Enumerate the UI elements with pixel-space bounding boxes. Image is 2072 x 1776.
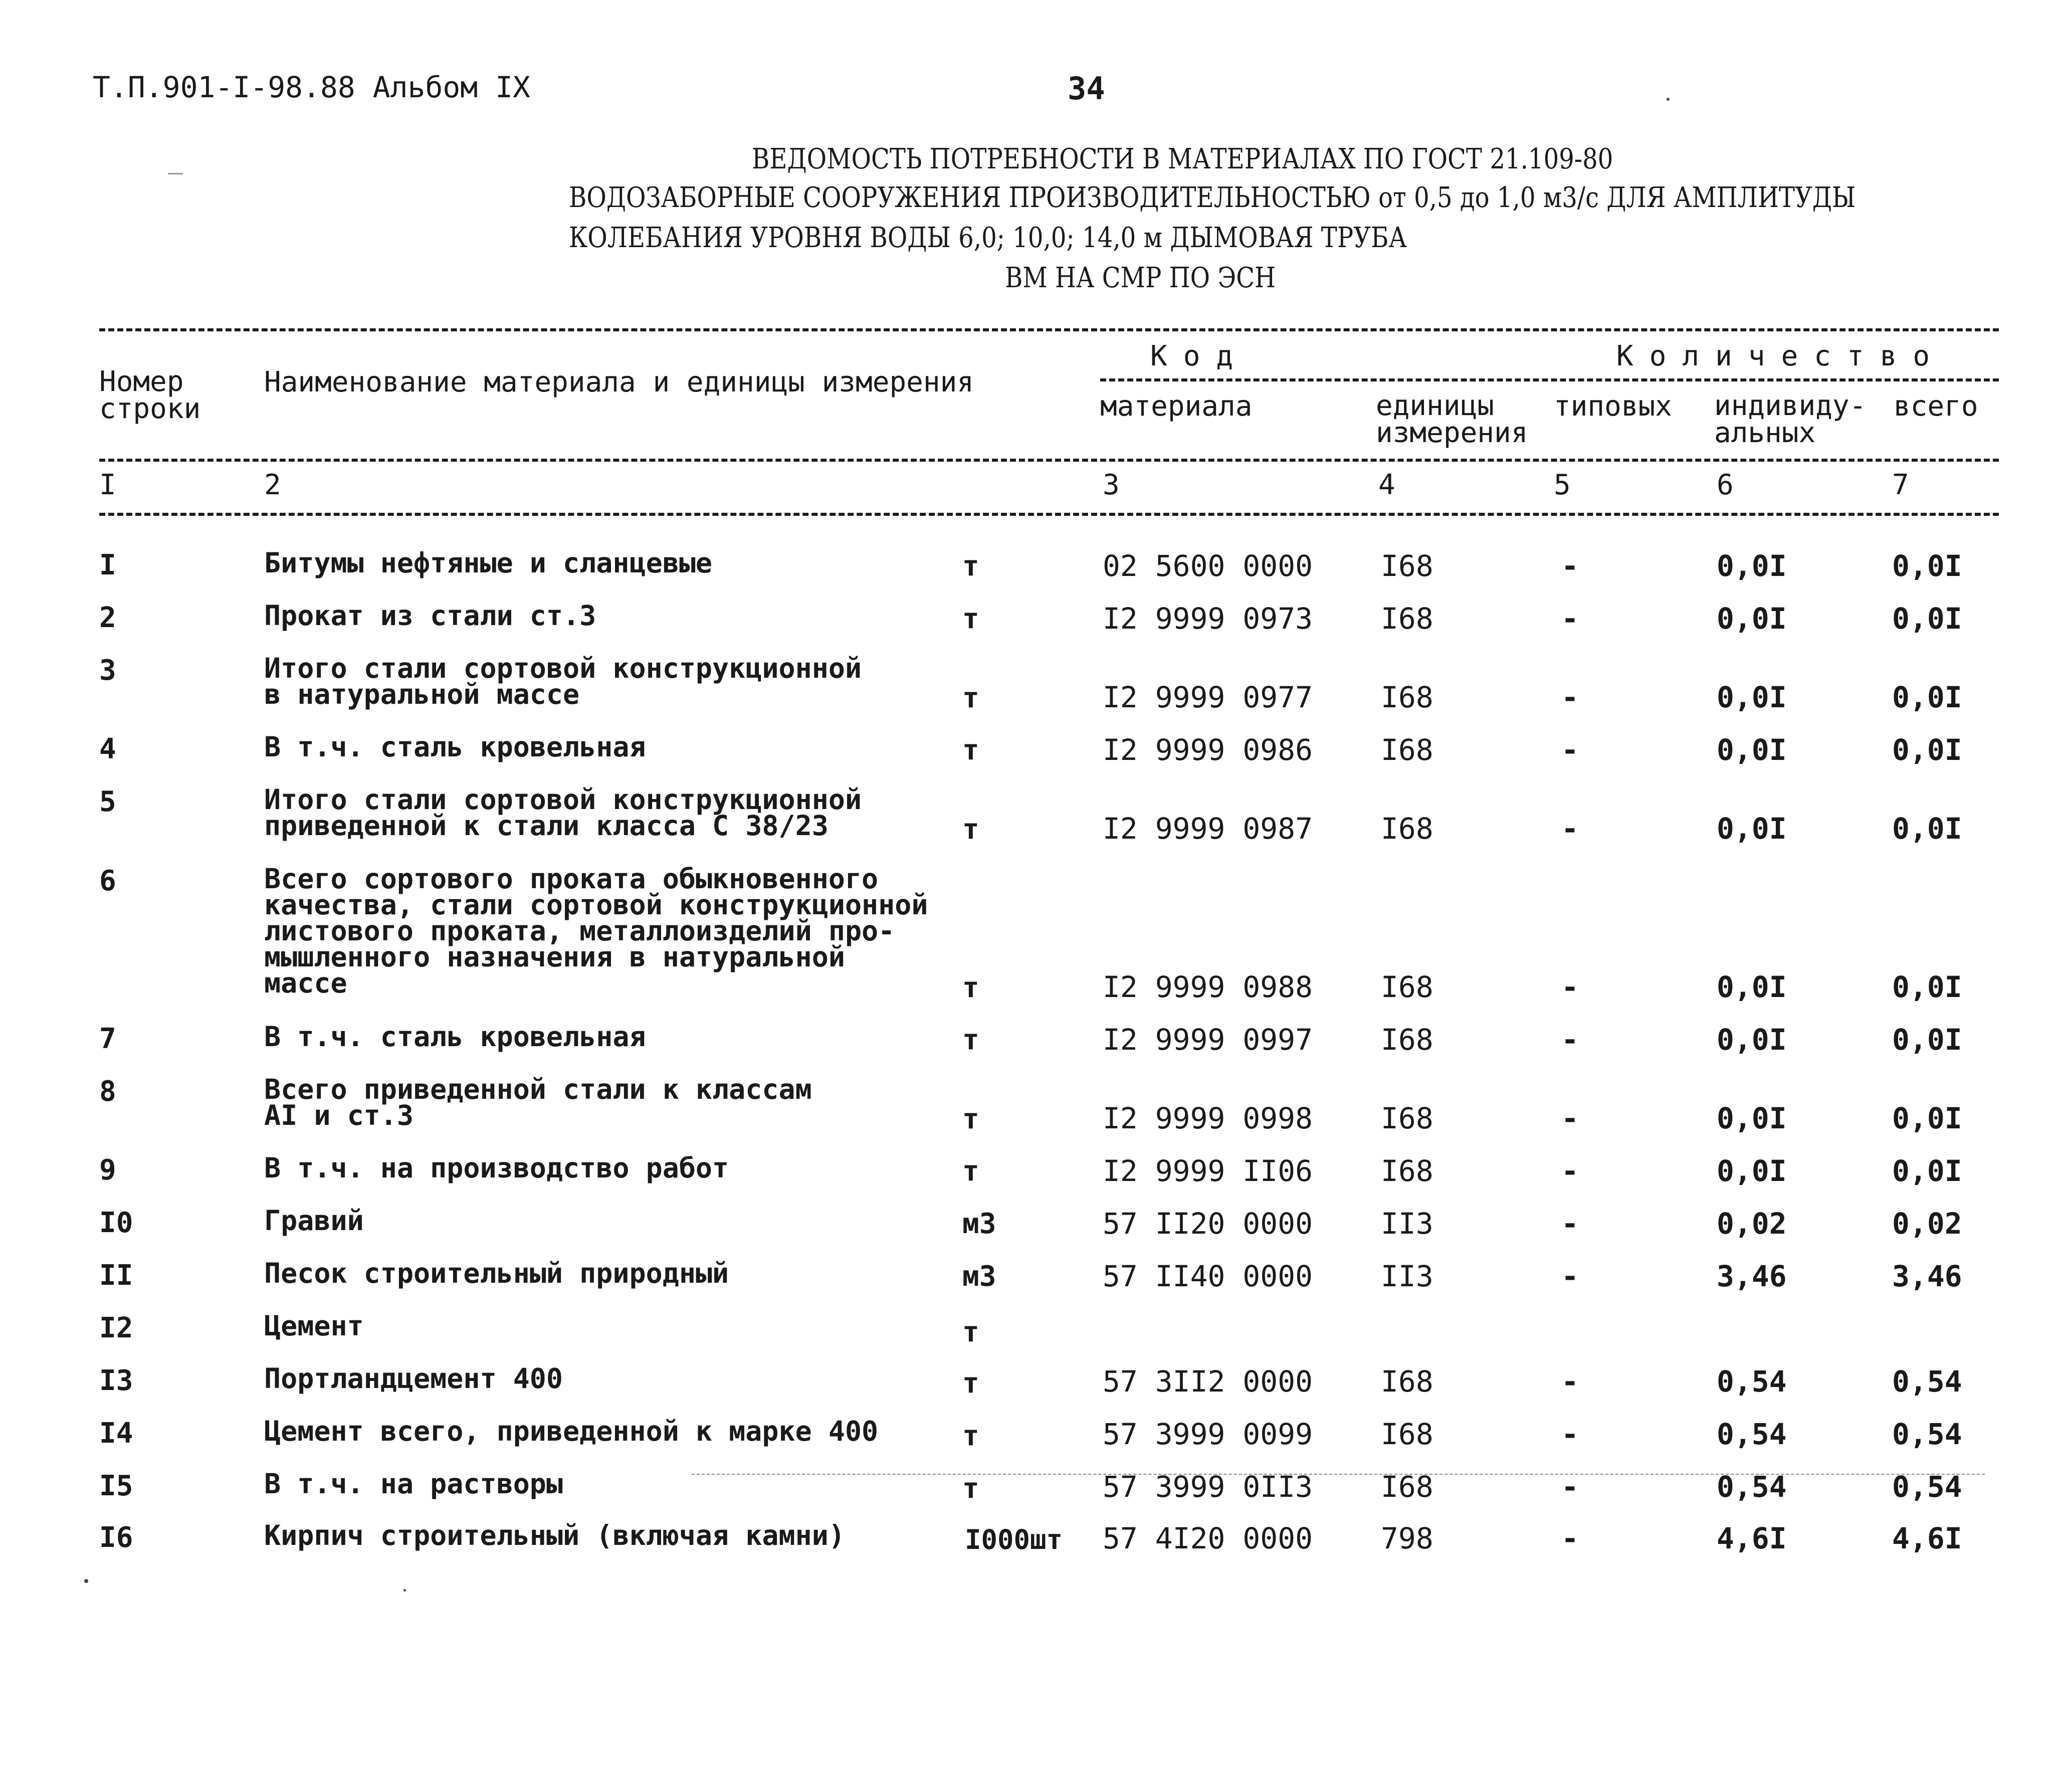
individual-quantity: 0,0I xyxy=(1717,1154,1787,1188)
total-quantity: 0,0I xyxy=(1892,1023,1962,1057)
material-code: 57 3999 0II3 xyxy=(1103,1470,1313,1504)
table-top-rule xyxy=(99,328,1999,331)
unit: т xyxy=(962,971,979,1004)
scan-speck xyxy=(1667,98,1670,101)
material-name: Итого стали сортовой конструкционной в натуральной массе xyxy=(264,652,862,710)
unit: т xyxy=(962,550,979,582)
unit: т xyxy=(962,1024,979,1056)
typical-quantity: - xyxy=(1561,812,1579,846)
title-line-3: КОЛЕБАНИЯ УРОВНЯ ВОДЫ 6,0; 10,0; 14,0 м ДЫМОВАЯ ТРУБА xyxy=(569,222,1407,254)
total-quantity: 0,0I xyxy=(1892,602,1962,636)
unit: т xyxy=(962,1367,979,1400)
material-name: В т.ч. на растворы xyxy=(264,1468,563,1500)
title-line-2: ВОДОЗАБОРНЫЕ СООРУЖЕНИЯ ПРОИЗВОДИТЕЛЬНОСТЬЮ от 0,5 до 1,0 м3/с ДЛЯ АМПЛИТУДЫ xyxy=(569,181,1856,214)
title-line-4: ВМ НА СМР ПО ЭСН xyxy=(1005,262,1276,294)
scan-speck xyxy=(84,1579,88,1583)
column-numbers-bottom-rule xyxy=(99,513,1999,516)
header-code-material: материала xyxy=(1100,390,1253,423)
unit: т xyxy=(962,603,979,635)
material-code: 57 II20 0000 xyxy=(1103,1207,1313,1241)
material-name: Итого стали сортовой конструкционной приведенной к стали класса С 38/23 xyxy=(264,783,862,842)
code-quantity-divider-rule xyxy=(1100,378,1999,381)
material-name: Всего приведенной стали к классам AI и ст.3 xyxy=(264,1073,812,1131)
individual-quantity: 0,54 xyxy=(1717,1417,1787,1451)
unit-code: I68 xyxy=(1381,549,1433,583)
row-number: 5 xyxy=(99,785,116,818)
total-quantity: 0,0I xyxy=(1892,970,1962,1004)
unit-code: I68 xyxy=(1381,1417,1433,1451)
unit-code: I68 xyxy=(1381,1364,1433,1399)
material-code: I2 9999 0987 xyxy=(1103,812,1313,846)
typical-quantity: - xyxy=(1561,1470,1579,1504)
typical-quantity: - xyxy=(1561,1101,1579,1135)
unit-code: I68 xyxy=(1381,812,1433,846)
material-name: В т.ч. сталь кровельная xyxy=(264,731,646,763)
material-name: Битумы нефтяные и сланцевые xyxy=(264,547,713,579)
scan-speck xyxy=(403,1589,406,1592)
unit: т xyxy=(962,1472,979,1505)
total-quantity: 4,6I xyxy=(1892,1521,1962,1555)
material-code: I2 9999 II06 xyxy=(1103,1154,1313,1188)
material-code: I2 9999 0973 xyxy=(1103,602,1313,636)
typical-quantity: - xyxy=(1561,549,1579,583)
row-number: 8 xyxy=(99,1075,116,1108)
unit-code: I68 xyxy=(1381,602,1433,636)
individual-quantity: 0,0I xyxy=(1717,970,1787,1004)
material-code: I2 9999 0977 xyxy=(1103,680,1313,714)
total-quantity: 3,46 xyxy=(1892,1259,1962,1293)
material-name: В т.ч. сталь кровельная xyxy=(264,1021,646,1053)
typical-quantity: - xyxy=(1561,1364,1579,1399)
typical-quantity: - xyxy=(1561,970,1579,1004)
material-name: Прокат из стали ст.3 xyxy=(264,600,596,632)
typical-quantity: - xyxy=(1561,1154,1579,1188)
unit: т xyxy=(962,1155,979,1188)
row-number: I3 xyxy=(99,1364,133,1397)
row-number: I4 xyxy=(99,1417,133,1450)
row-number: I xyxy=(99,549,116,581)
unit: м3 xyxy=(962,1208,996,1240)
total-quantity: 0,54 xyxy=(1892,1470,1962,1504)
header-qty-typical: типовых xyxy=(1554,390,1673,423)
unit: м3 xyxy=(962,1260,996,1293)
unit: т xyxy=(962,1103,979,1135)
row-number: 4 xyxy=(99,733,116,765)
unit: I000шт xyxy=(965,1524,1063,1555)
material-code: 57 4I20 0000 xyxy=(1103,1521,1313,1555)
total-quantity: 0,0I xyxy=(1892,680,1962,714)
material-code: I2 9999 0998 xyxy=(1103,1101,1313,1135)
material-code: 02 5600 0000 xyxy=(1103,549,1313,583)
typical-quantity: - xyxy=(1561,680,1579,714)
column-number: I xyxy=(99,469,116,501)
material-code: I2 9999 0986 xyxy=(1103,733,1313,767)
row-number: I6 xyxy=(99,1521,133,1554)
header-qty-individual: индивиду- альных xyxy=(1714,389,1867,449)
header-code-unit: единицы измерения xyxy=(1376,389,1528,449)
column-number: 6 xyxy=(1717,469,1734,501)
unit-code: I68 xyxy=(1381,970,1433,1004)
row-number: I5 xyxy=(99,1470,133,1502)
column-number: 4 xyxy=(1378,469,1395,501)
typical-quantity: - xyxy=(1561,1521,1579,1555)
unit-code: 798 xyxy=(1381,1521,1433,1555)
column-number: 5 xyxy=(1554,469,1571,501)
unit: т xyxy=(962,813,979,846)
material-code: I2 9999 0997 xyxy=(1103,1023,1313,1057)
material-name: Кирпич строительный (включая камни) xyxy=(264,1519,845,1551)
column-number: 3 xyxy=(1103,469,1120,501)
row-number: I0 xyxy=(99,1207,133,1239)
material-code: 57 3II2 0000 xyxy=(1103,1364,1313,1399)
individual-quantity: 0,0I xyxy=(1717,549,1787,583)
total-quantity: 0,0I xyxy=(1892,733,1962,767)
scan-speck xyxy=(168,173,183,174)
total-quantity: 0,54 xyxy=(1892,1364,1962,1399)
unit-code: I68 xyxy=(1381,1154,1433,1188)
row-number: 3 xyxy=(99,654,116,687)
total-quantity: 0,54 xyxy=(1892,1417,1962,1451)
individual-quantity: 0,54 xyxy=(1717,1470,1787,1504)
typical-quantity: - xyxy=(1561,1417,1579,1451)
individual-quantity: 0,02 xyxy=(1717,1207,1787,1241)
header-qty-total: всего xyxy=(1894,390,1978,423)
unit-code: I68 xyxy=(1381,1470,1433,1504)
document-reference: Т.П.901-I-98.88 Альбом IX xyxy=(93,70,530,104)
header-material-name: Наименование материала и единицы измерения xyxy=(264,366,974,399)
unit-code: II3 xyxy=(1381,1207,1433,1241)
unit: т xyxy=(962,682,979,714)
typical-quantity: - xyxy=(1561,1259,1579,1293)
title-line-1: ВЕДОМОСТЬ ПОТРЕБНОСТИ В МАТЕРИАЛАХ ПО ГОСТ 21.109-80 xyxy=(752,143,1613,175)
unit: т xyxy=(962,734,979,766)
unit-code: I68 xyxy=(1381,1101,1433,1135)
material-code: 57 3999 0099 xyxy=(1103,1417,1313,1451)
individual-quantity: 0,0I xyxy=(1717,680,1787,714)
individual-quantity: 0,0I xyxy=(1717,733,1787,767)
material-name: Песок строительный природный xyxy=(264,1257,729,1289)
individual-quantity: 0,0I xyxy=(1717,812,1787,846)
individual-quantity: 0,0I xyxy=(1717,1023,1787,1057)
unit-code: II3 xyxy=(1381,1259,1433,1293)
unit: т xyxy=(962,1316,979,1348)
row-number: 9 xyxy=(99,1154,116,1187)
unit-code: I68 xyxy=(1381,680,1433,714)
material-name: В т.ч. на производство работ xyxy=(264,1152,729,1184)
row-number: 2 xyxy=(99,602,116,634)
row-number: 6 xyxy=(99,865,116,897)
total-quantity: 0,0I xyxy=(1892,1154,1962,1188)
typical-quantity: - xyxy=(1561,733,1579,767)
material-name: Всего сортового проката обыкновенного качества, стали сортовой конструкционной листового проката, металлоизделий про- мышленного назначения в натуральной массе xyxy=(264,863,928,999)
unit-code: I68 xyxy=(1381,1023,1433,1057)
header-code-group: Код xyxy=(1150,340,1250,372)
scan-artifact-line xyxy=(692,1474,1985,1475)
individual-quantity: 0,54 xyxy=(1717,1364,1787,1399)
typical-quantity: - xyxy=(1561,1023,1579,1057)
unit: т xyxy=(962,1420,979,1452)
individual-quantity: 0,0I xyxy=(1717,1101,1787,1135)
row-number: II xyxy=(99,1259,133,1292)
header-row-number: Номер строки xyxy=(99,365,201,425)
column-number: 7 xyxy=(1892,469,1909,501)
total-quantity: 0,0I xyxy=(1892,812,1962,846)
row-number: 7 xyxy=(99,1023,116,1055)
individual-quantity: 3,46 xyxy=(1717,1259,1787,1293)
header-bottom-rule xyxy=(99,459,1999,462)
total-quantity: 0,0I xyxy=(1892,549,1962,583)
material-name: Портландцемент 400 xyxy=(264,1362,563,1395)
typical-quantity: - xyxy=(1561,1207,1579,1241)
header-quantity-group: Количество xyxy=(1616,340,1946,372)
total-quantity: 0,02 xyxy=(1892,1207,1962,1241)
individual-quantity: 4,6I xyxy=(1717,1521,1787,1555)
material-code: 57 II40 0000 xyxy=(1103,1259,1313,1293)
unit-code: I68 xyxy=(1381,733,1433,767)
page-number: 34 xyxy=(1068,70,1105,107)
typical-quantity: - xyxy=(1561,602,1579,636)
total-quantity: 0,0I xyxy=(1892,1101,1962,1135)
individual-quantity: 0,0I xyxy=(1717,602,1787,636)
material-name: Цемент всего, приведенной к марке 400 xyxy=(264,1415,879,1447)
column-number: 2 xyxy=(264,469,281,501)
material-name: Цемент xyxy=(264,1310,364,1342)
material-code: I2 9999 0988 xyxy=(1103,970,1313,1004)
row-number: I2 xyxy=(99,1312,133,1344)
material-name: Гравий xyxy=(264,1205,364,1237)
